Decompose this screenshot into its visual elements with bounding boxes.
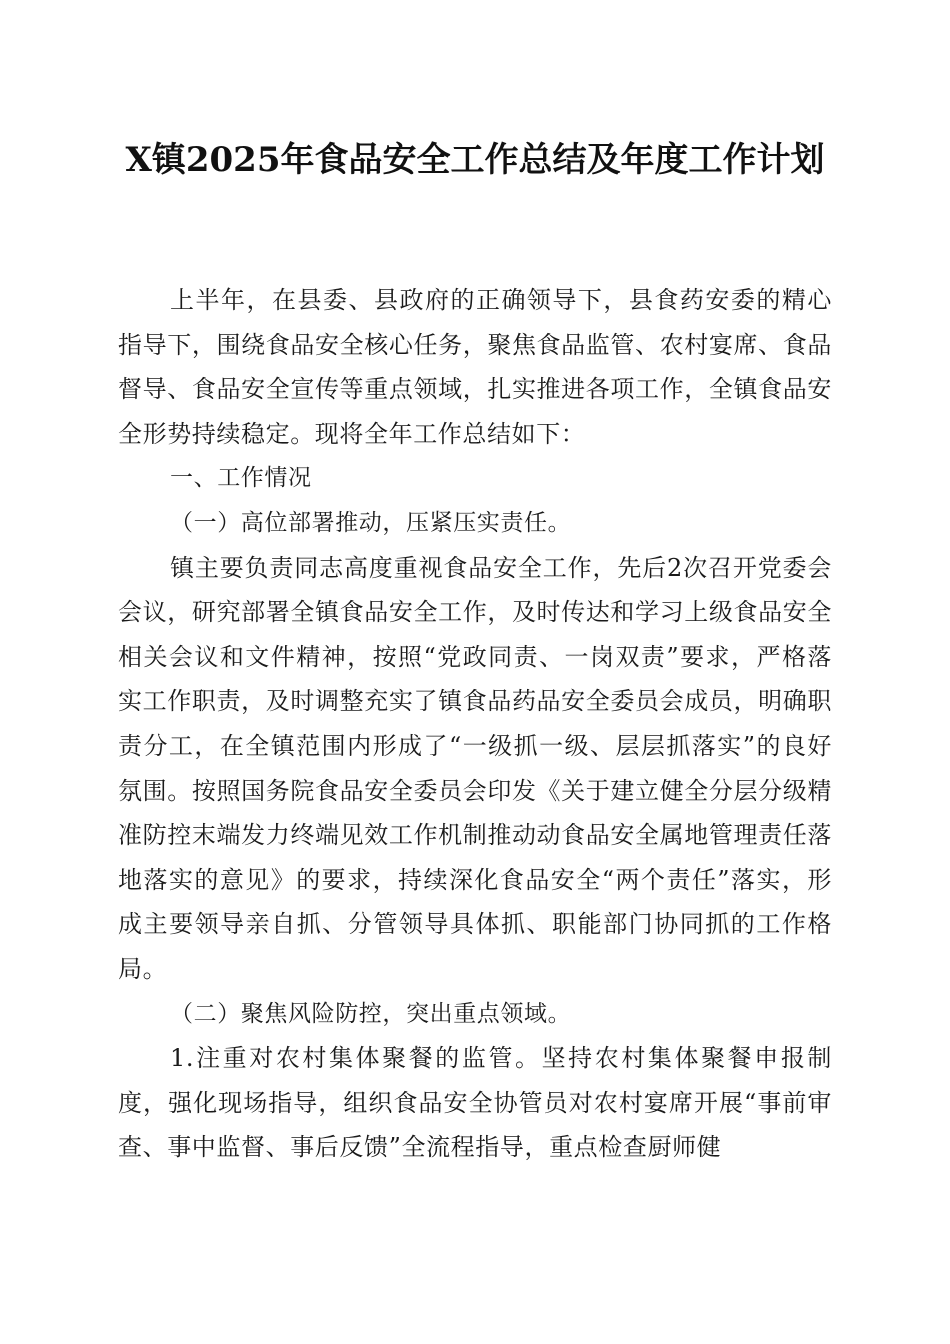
subsection-heading-deployment: （一）高位部署推动，压紧压实责任。: [170, 509, 572, 536]
subsection-paragraph-deployment: 镇主要负责同志高度重视食品安全工作，先后2次召开党委会会议，研究部署全镇食品安全工作，及时传达和学习上级食品安全相关会议和文件精神，按照“党政同责、一岗双责”要求，严格落实工作职责，及时调整充实了镇食品药品安全委员会成员，明确职责分工，在全镇范围内形成了“一级抓一级、层层抓落实”的良好氛围。按照国务院食品安全委员会印发《关于建立健全分层分级精准防控末端发力终端见效工作机制推动动食品安全属地管理责任落地落实的意见》的要求，持续深化食品安全“两个责任”落实，形成主要领导亲自抓、分管领导具体抓、职能部门协同抓的工作格局。: [118, 553, 832, 983]
section-heading-work-situation: 一、工作情况: [170, 465, 312, 492]
intro-paragraph: 上半年，在县委、县政府的正确领导下，县食药安委的精心指导下，围绕食品安全核心任务，聚焦食品监管、农村宴席、食品督导、食品安全宣传等重点领域，扎实推进各项工作，全镇食品安全形势持续稳定。现将全年工作总结如下：: [118, 286, 832, 448]
item-paragraph-rural-banquets: 1.注重对农村集体聚餐的监管。坚持农村集体聚餐申报制度，强化现场指导，组织食品安全协管员对农村宴席开展“事前审查、事中监督、事后反馈”全流程指导，重点检查厨师健: [118, 1044, 832, 1162]
document-title: X镇2025年食品安全工作总结及年度工作计划: [125, 140, 825, 180]
document-body: [118, 278, 832, 1170]
subsection-heading-risk-control: （二）聚焦风险防控，突出重点领域。: [170, 1000, 572, 1027]
